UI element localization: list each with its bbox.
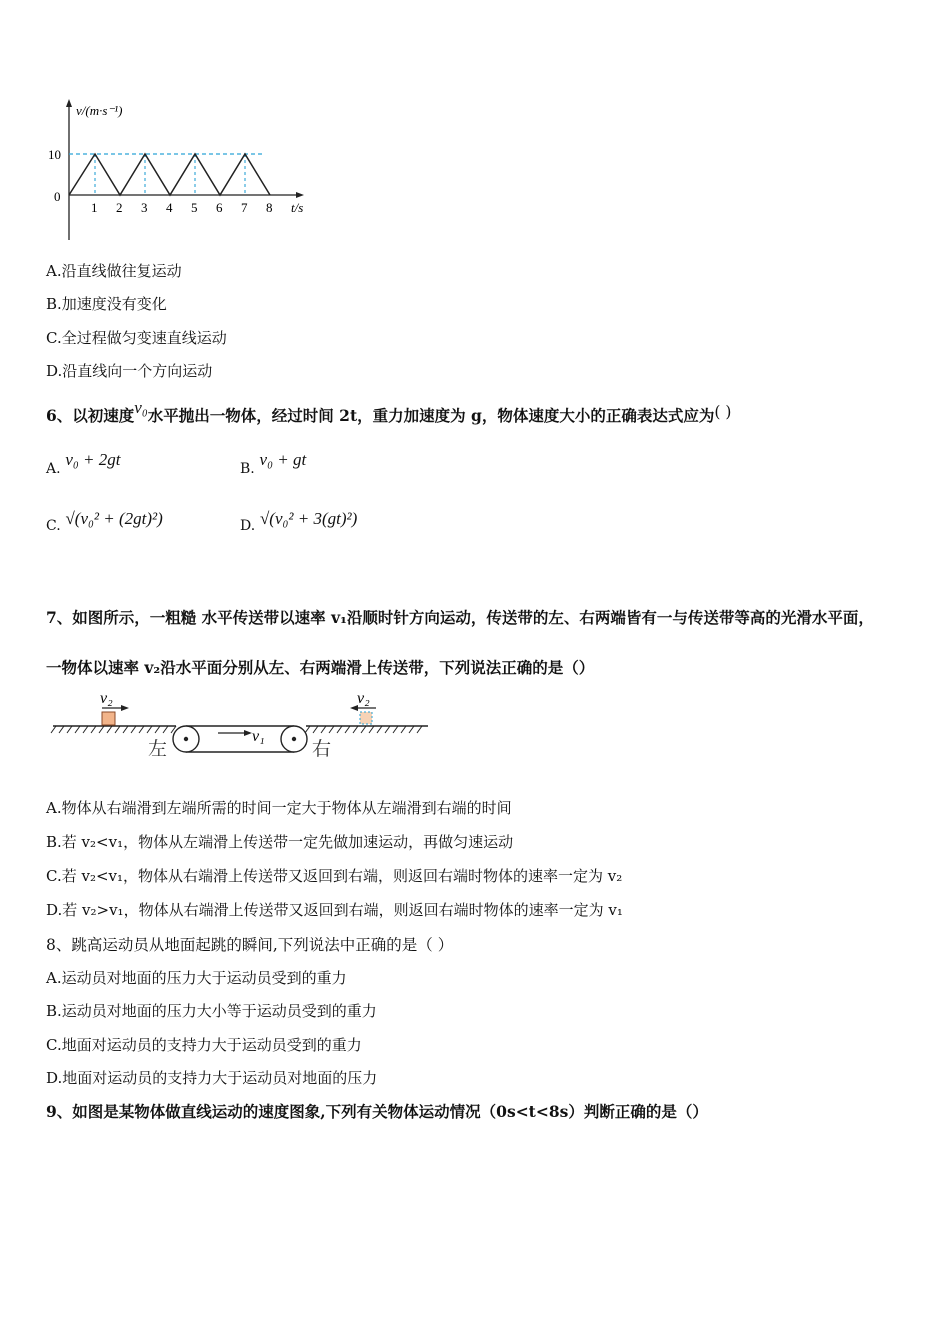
- x-tick: 3: [141, 200, 148, 215]
- q8-stem: 8、跳高运动员从地面起跳的瞬间,下列说法中正确的是（ ）: [46, 936, 454, 954]
- q7-option-c: C.若 v₂<v₁，物体从右端滑上传送带又返回到右端，则返回右端时物体的速率一定为 v₂: [46, 867, 623, 885]
- q8-option-a: A.运动员对地面的压力大于运动员受到的重力: [46, 969, 347, 987]
- q8-option-b: B.运动员对地面的压力大小等于运动员受到的重力: [46, 1002, 377, 1020]
- q6-option-d: D. √(v₀² + 3(gt)²): [240, 509, 358, 534]
- y-tick-0: 0: [54, 189, 61, 204]
- q9-stem: 9、如图是某物体做直线运动的速度图象,下列有关物体运动情况（0s<t<8s）判断正确的是（）: [46, 1102, 708, 1121]
- q8-option-d: D.地面对运动员的支持力大于运动员对地面的压力: [46, 1069, 378, 1087]
- q7-option-b: B.若 v₂<v₁，物体从左端滑上传送带一定先做加速运动，再做匀速运动: [46, 833, 514, 851]
- v2-left-label: v₂: [100, 690, 113, 707]
- q7-stem-line2: 一物体以速率 v₂沿水平面分别从左、右两端滑上传送带，下列说法正确的是（）: [46, 658, 595, 677]
- q6-option-b: B. v₀ + gt: [240, 450, 307, 477]
- x-axis-label: t/s: [291, 200, 304, 215]
- left-label: 左: [148, 739, 168, 760]
- v1-label: v₁: [252, 728, 265, 745]
- x-tick: 6: [216, 200, 223, 215]
- conveyor-belt-diagram: [48, 686, 438, 766]
- q5-option-b: B.加速度没有变化: [46, 295, 167, 313]
- q7-stem-line1: 7、如图所示，一粗糙 水平传送带以速率 v₁沿顺时针方向运动，传送带的左、右两端皆有一与传送带等高的光滑水平面，: [46, 608, 874, 627]
- q8-option-c: C.地面对运动员的支持力大于运动员受到的重力: [46, 1036, 362, 1054]
- x-tick: 5: [191, 200, 198, 215]
- q5-option-d: D.沿直线向一个方向运动: [46, 362, 213, 380]
- q6-option-a: A. v₀ + 2gt: [46, 450, 121, 477]
- right-label: 右: [312, 739, 332, 760]
- q6-option-c: C. √(v₀² + (2gt)²): [46, 509, 163, 534]
- x-tick: 2: [116, 200, 123, 215]
- x-tick: 1: [91, 200, 98, 215]
- y-tick-10: 10: [48, 147, 61, 162]
- y-axis-label: v/(m·s⁻¹): [76, 103, 123, 118]
- x-tick: 8: [266, 200, 273, 215]
- q7-option-a: A.物体从右端滑到左端所需的时间一定大于物体从左端滑到右端的时间: [46, 799, 512, 817]
- q7-option-d: D.若 v₂>v₁，物体从右端滑上传送带又返回到右端，则返回右端时物体的速率一定为 v₁: [46, 901, 623, 919]
- left-block: [102, 712, 115, 725]
- right-block: [360, 712, 372, 724]
- x-tick: 4: [166, 200, 173, 215]
- q5-option-c: C.全过程做匀变速直线运动: [46, 329, 227, 347]
- q6-stem: 6、以初速度v₀水平抛出一物体，经过时间 2t，重力加速度为 g，物体速度大小的正确表达式应为( ): [46, 398, 732, 425]
- velocity-time-graph: [40, 95, 330, 245]
- x-tick: 7: [241, 200, 248, 215]
- q5-option-a: A.沿直线做往复运动: [46, 262, 182, 280]
- v2-right-label: v₂: [357, 690, 370, 707]
